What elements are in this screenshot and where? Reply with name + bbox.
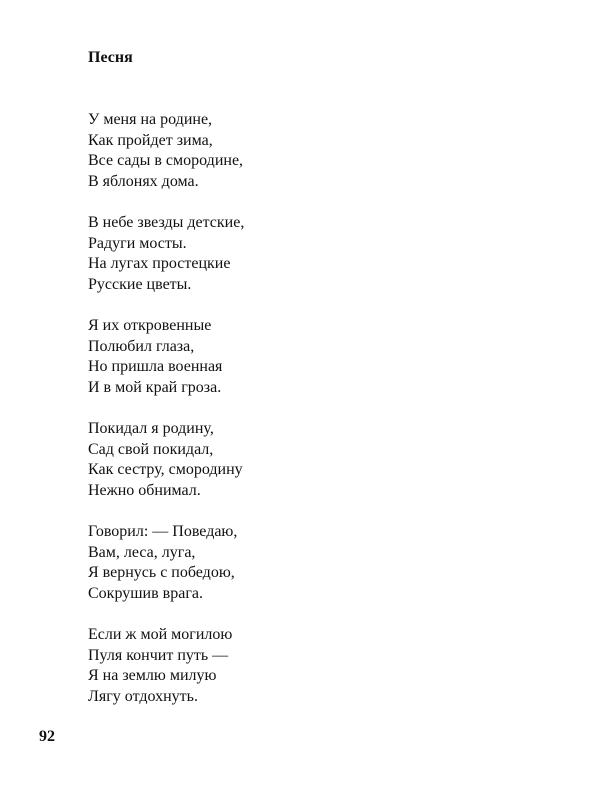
poem-line: Говорил: — Поведаю, [88,523,238,540]
poem-line: Нежно обнимал. [88,481,201,499]
poem-line: Я вернусь с победою, [88,564,235,581]
stanza-5 [88,522,548,604]
poem-line: Русские цветы. [88,275,192,293]
poem-line: На лугах простецкие [88,255,231,272]
page-title: Песня [88,49,133,66]
stanza-4 [88,419,548,501]
poem-line: Если ж мой могилою [88,626,233,643]
poem-line: Как пройдет зима, [88,131,213,149]
poem-line: Я на землю милую [88,667,217,684]
poem-line: Радуги мосты. [88,234,187,252]
poem-line: Но пришла военная [88,358,223,375]
stanza-3 [88,316,548,398]
poem-line: У меня на родине, [88,111,213,128]
poem-line: Лягу отдохнуть. [88,687,198,705]
stanza-6 [88,625,548,707]
poem-line: И в мой край гроза. [88,378,222,396]
page-number: 92 [39,728,55,745]
poem-line: Полюбил глаза, [88,337,195,355]
poem-line: Как сестру, смородину [88,461,243,478]
poem-line: Пуля кончит путь — [88,646,229,664]
poem-line: Все сады в смородине, [88,152,244,169]
stanza-2 [88,213,548,295]
poem-line: Я их откровенные [88,317,212,334]
poem-line: Сад свой покидал, [88,440,214,458]
poem-line: В небе звезды детские, [88,214,245,231]
poem-line: Покидал я родину, [88,420,214,437]
poem-line: Сокрушив врага. [88,584,203,602]
poem-line: В яблонях дома. [88,172,199,190]
poem [88,110,548,728]
stanza-1 [88,110,548,192]
poem-line: Вам, леса, луга, [88,543,196,561]
